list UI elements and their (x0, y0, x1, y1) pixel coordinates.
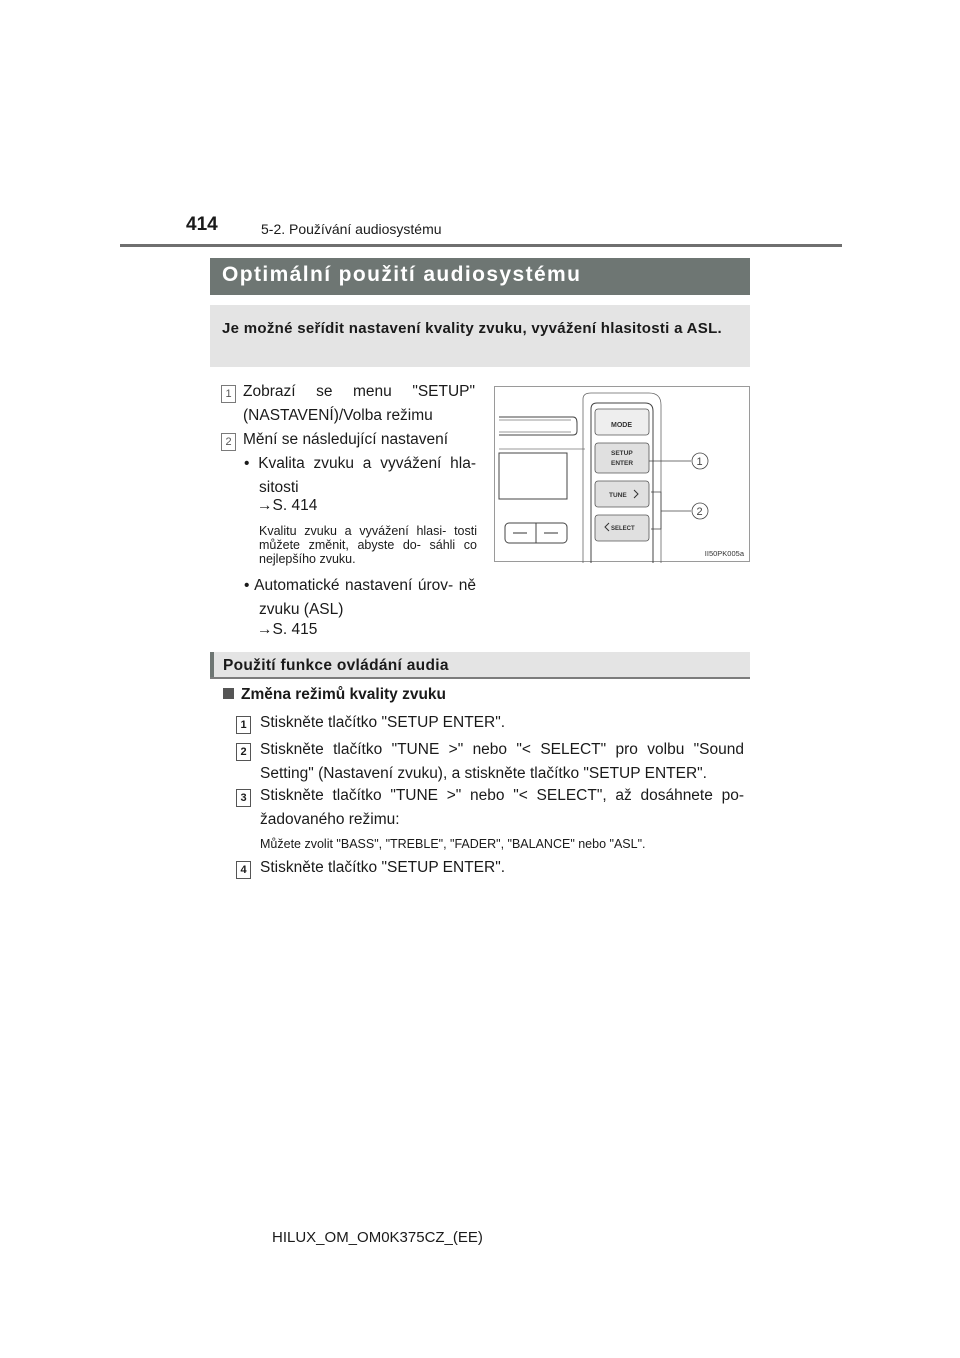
page-ref-414: →S. 414 (257, 497, 318, 514)
callout-1-label: 1 (696, 456, 703, 468)
document-code-footer: HILUX_OM_OM0K375CZ_(EE) (272, 1229, 483, 1246)
step-number-2: 2 (236, 743, 251, 761)
enter-label: ENTER (611, 460, 634, 467)
audio-panel-illustration (494, 386, 750, 562)
subheading-accent (210, 652, 214, 677)
audio-panel-drawing (495, 387, 751, 563)
bullet-asl-text: • Automatické nastavení úrov- ně zvuku (ASL) (244, 577, 476, 618)
page-ref-415: →S. 415 (257, 621, 318, 638)
mode-button-label: MODE (611, 422, 632, 429)
square-bullet-icon (223, 688, 234, 699)
callout-marker-1: 1 (221, 385, 236, 403)
subheading-bar (210, 652, 750, 679)
step-number-1: 1 (236, 716, 251, 734)
section-breadcrumb: 5-2. Používání audiosystému (261, 221, 442, 237)
description-2-text: Mění se následující nastavení (243, 431, 449, 448)
title-bar (210, 258, 750, 295)
step-4-text: Stiskněte tlačítko "SETUP ENTER". (260, 859, 506, 876)
intro-box (210, 305, 750, 367)
step-2-text: Stiskněte tlačítko "TUNE >" nebo "< SELECT" pro volbu "Sound Setting" (Nastavení zvuku), a stiskněte tlačítko "SETUP ENTER". (260, 741, 744, 782)
step-number-3: 3 (236, 789, 251, 807)
select-button-label: SELECT (611, 526, 635, 532)
bullet-sound-quality (244, 452, 476, 500)
subheading: Použití funkce ovládání audia (223, 657, 449, 674)
intro-text: Je možné seřídit nastavení kvality zvuku, vyvážení hlasitosti a ASL. (222, 320, 723, 337)
bullet-asl (244, 574, 476, 622)
sound-quality-note: Kvalitu zvuku a vyvážení hlasi- tosti můžete změnit, abyste do- sáhli co nejlepšího zvuku. (259, 524, 477, 566)
setup-label: SETUP (611, 450, 633, 457)
page-title: Optimální použití audiosystému (222, 263, 582, 286)
step-number-4: 4 (236, 861, 251, 879)
header-rule (120, 244, 842, 247)
description-1-text: Zobrazí se menu "SETUP" (NASTAVENÍ)/Volba režimu (243, 383, 475, 424)
subsection-title-row (223, 686, 446, 704)
subsection-title: Změna režimů kvality zvuku (241, 686, 447, 703)
step-3-text: Stiskněte tlačítko "TUNE >" nebo "< SELECT", až dosáhnete po- žadovaného režimu: (260, 787, 744, 828)
callout-marker-2: 2 (221, 433, 236, 451)
tune-button-label: TUNE (609, 492, 627, 499)
callout-2-label: 2 (696, 506, 703, 518)
figure-code: II50PK005a (704, 549, 744, 558)
bullet-sound-quality-text: • Kvalita zvuku a vyvážení hla- sitosti (244, 455, 476, 496)
step-3-note: Můžete zvolit "BASS", "TREBLE", "FADER", "BALANCE" nebo "ASL". (260, 837, 646, 851)
page-number: 414 (186, 214, 218, 235)
step-1-text: Stiskněte tlačítko "SETUP ENTER". (260, 714, 506, 731)
